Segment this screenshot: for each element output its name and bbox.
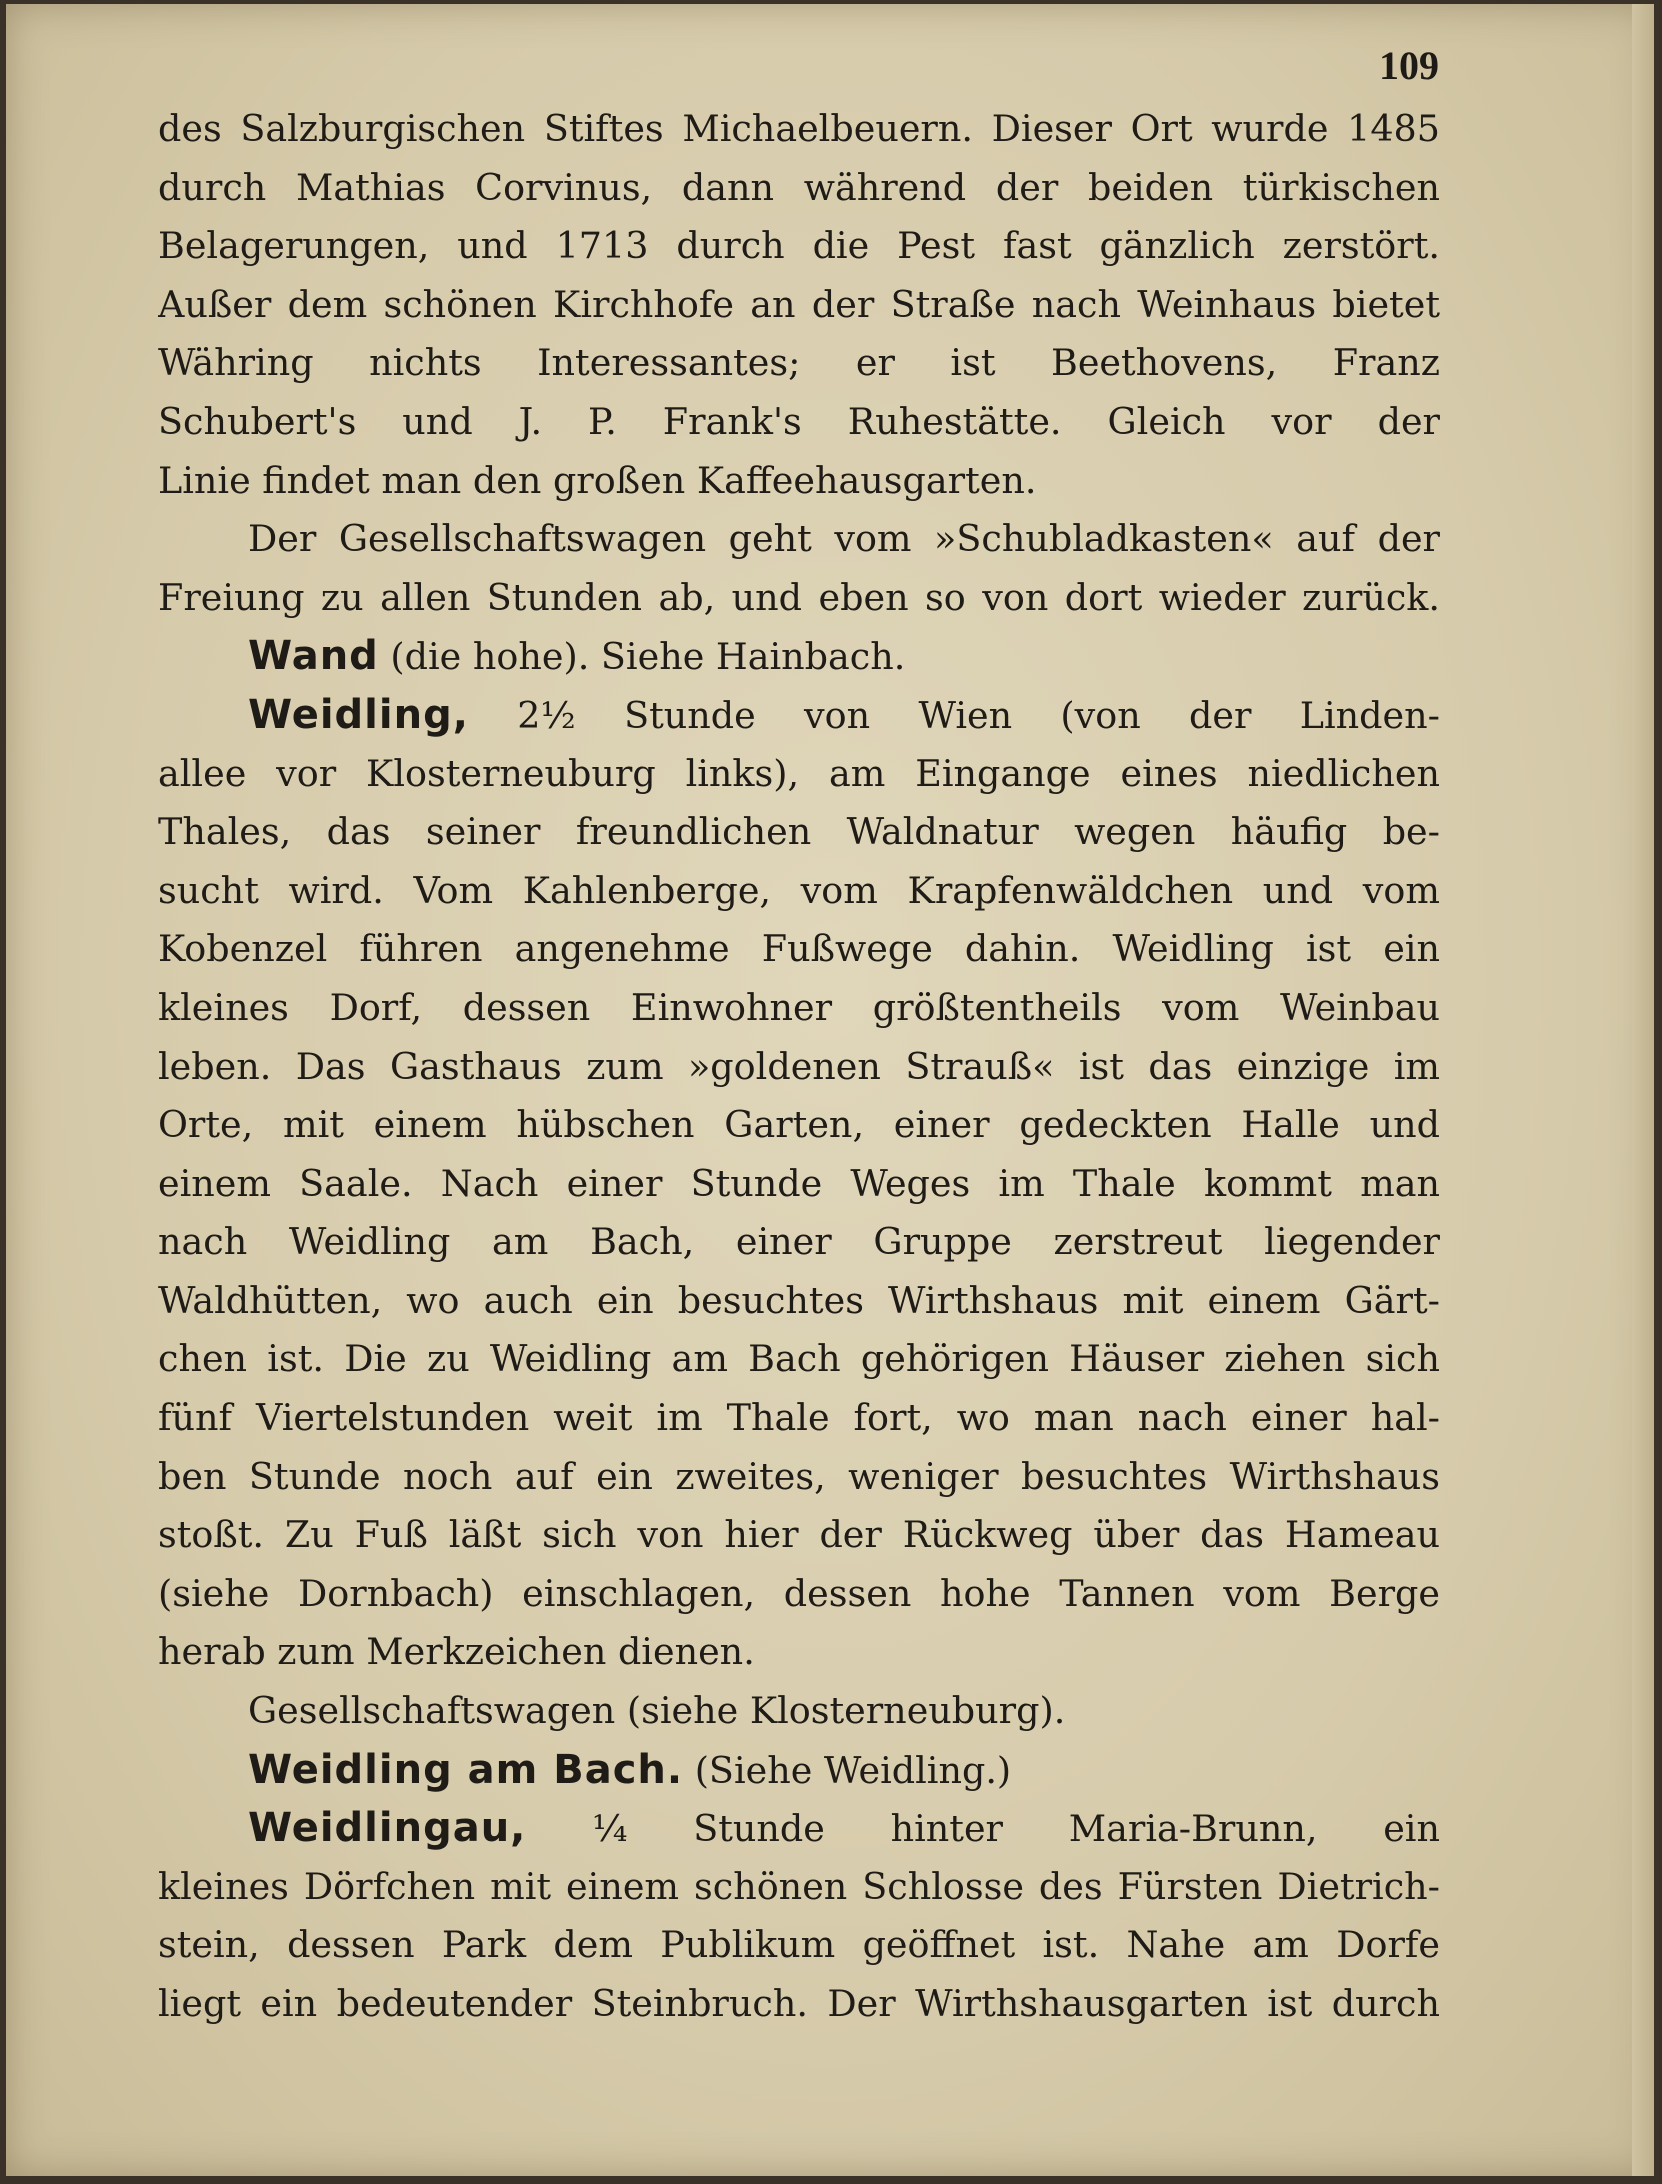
page-number: 109: [1379, 43, 1439, 88]
text-line: herab zum Merkzeichen dienen.: [158, 1630, 755, 1674]
text-line: kleines Dörfchen mit einem schönen Schlosse des Fürsten Dietrich-: [158, 1864, 1440, 1908]
text-line: (siehe Dornbach) einschlagen, dessen hohe Tannen vom Berge: [158, 1571, 1440, 1615]
text-line: sucht wird. Vom Kahlenberge, vom Krapfenwäldchen und vom: [158, 868, 1440, 912]
text-line: Währing nichts Interessantes; er ist Beethovens, Franz: [158, 341, 1440, 385]
entry-line: [158, 686, 1440, 745]
text-line: Außer dem schönen Kirchhofe an der Straße nach Weinhaus bietet: [158, 282, 1440, 326]
text-line: Orte, mit einem hübschen Garten, einer gedeckten Halle und: [158, 1103, 1440, 1147]
text-line: Linie findet man den großen Kaffeehausgarten.: [158, 458, 1037, 502]
text-line: stein, dessen Park dem Publikum geöffnet ist. Nahe am Dorfe: [158, 1923, 1440, 1967]
text-line: Kobenzel führen angenehme Fußwege dahin. Weidling ist ein: [158, 927, 1440, 971]
text-line: allee vor Klosterneuburg links), am Eingange eines niedlichen: [158, 751, 1440, 795]
text-line: Thales, das seiner freundlichen Waldnatur wegen häufig be-: [158, 810, 1440, 854]
entry-headword: Weidling am Bach.: [248, 1746, 684, 1793]
entry-line: [158, 1741, 1440, 1800]
text-line: Waldhütten, wo auch ein besuchtes Wirthshaus mit einem Gärt-: [158, 1278, 1440, 1322]
entry-headword: Weidlingau,: [248, 1805, 527, 1852]
text-line: ben Stunde noch auf ein zweites, weniger besuchtes Wirthshaus: [158, 1454, 1440, 1498]
text-line: nach Weidling am Bach, einer Gruppe zerstreut liegender: [158, 1220, 1440, 1264]
text-line: einem Saale. Nach einer Stunde Weges im Thale kommt man: [158, 1161, 1440, 1205]
entry-line: [158, 1799, 1440, 1858]
text-line: Schubert's und J. P. Frank's Ruhestätte. Gleich vor der: [158, 399, 1440, 443]
text-line: stoßt. Zu Fuß läßt sich von hier der Rückweg über das Hameau: [158, 1513, 1440, 1557]
text-line: Gesellschaftswagen (siehe Klosterneuburg).: [248, 1689, 1066, 1733]
entry-text: (Siehe Weidling.): [683, 1748, 1012, 1792]
page-text: [158, 100, 1440, 2034]
text-line: Belagerungen, und 1713 durch die Pest fast gänzlich zerstört.: [158, 224, 1440, 268]
text-line: durch Mathias Corvinus, dann während der beiden türkischen: [158, 165, 1440, 209]
entry-headword: Weidling,: [248, 691, 469, 738]
entry-headword: Wand: [248, 633, 379, 680]
text-line: leben. Das Gasthaus zum »goldenen Strauß« ist das einzige im: [158, 1044, 1440, 1088]
entry-line: [158, 627, 1440, 686]
entry-text: 2½ Stunde von Wien (von der Linden-: [468, 693, 1440, 737]
text-line: Der Gesellschaftswagen geht vom »Schubladkasten« auf der: [248, 517, 1440, 561]
book-page: [6, 4, 1654, 2176]
text-line: Freiung zu allen Stunden ab, und eben so von dort wieder zurück.: [158, 575, 1440, 619]
text-line: chen ist. Die zu Weidling am Bach gehörigen Häuser ziehen sich: [158, 1337, 1440, 1381]
entry-text: ¼ Stunde hinter Maria-Brunn, ein: [526, 1807, 1440, 1851]
text-line: fünf Viertelstunden weit im Thale fort, wo man nach einer hal-: [158, 1396, 1440, 1440]
text-line: kleines Dorf, dessen Einwohner größtentheils vom Weinbau: [158, 985, 1440, 1029]
page-edge: [1632, 4, 1654, 2176]
text-line: liegt ein bedeutender Steinbruch. Der Wirthshausgarten ist durch: [158, 1982, 1440, 2025]
text-line: des Salzburgischen Stiftes Michaelbeuern. Dieser Ort wurde 1485: [158, 107, 1440, 150]
entry-text: (die hohe). Siehe Hainbach.: [378, 635, 906, 679]
